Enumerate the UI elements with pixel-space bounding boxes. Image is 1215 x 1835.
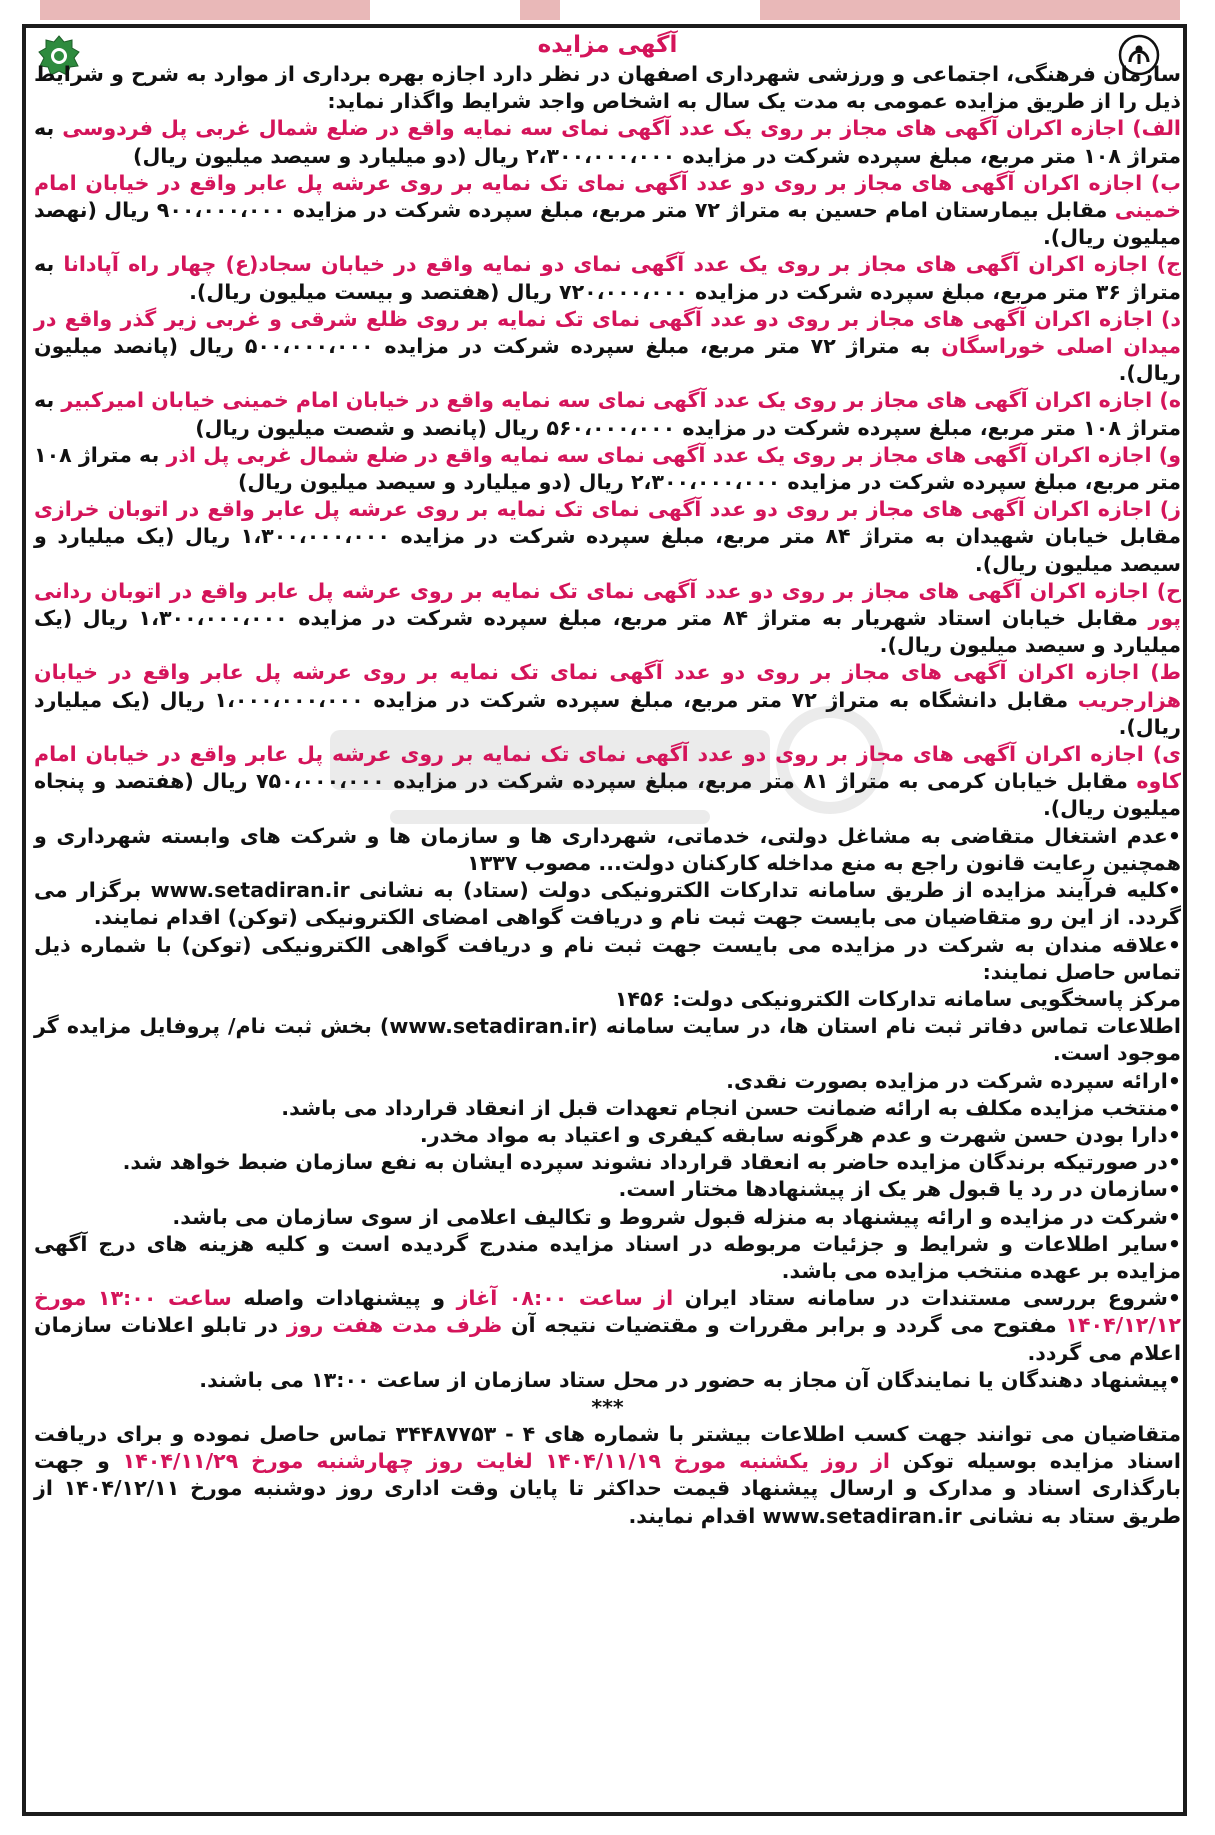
- list-item: [34, 741, 1181, 823]
- list-item: [34, 170, 1181, 252]
- list-item: [34, 578, 1181, 660]
- schedule-text: •شروع بررسی مستندات در سامانه ستاد ایران: [673, 1286, 1181, 1311]
- item-text: مقابل بیمارستان امام حسین به متراژ ۷۲ متر مربع، مبلغ سپرده شرکت در مزایده ۹۰۰،۰۰۰،۰۰۰ ریال (نهصد میلیون ریال).: [34, 198, 1181, 250]
- item-text: مقابل دانشگاه به متراژ ۷۲ متر مربع، مبلغ سپرده شرکت در مزایده ۱،۰۰۰،۰۰۰،۰۰۰ ریال (یک میلیارد ریال).: [34, 687, 1181, 739]
- condition-item: •منتخب مزایده مکلف به ارائه ضمانت حسن انجام تعهدات قبل از انعقاد قرارداد می باشد.: [281, 1095, 1181, 1120]
- item-highlight: و) اجازه اکران آگهی های مجاز بر روی یک عدد آگهی نمای سه نمایه واقع در ضلع شمال غربی پل اذر: [166, 442, 1181, 467]
- list-item: [34, 659, 1181, 741]
- top-strip: [0, 0, 1215, 20]
- item-text: به متراژ ۳۶ متر مربع، مبلغ سپرده شرکت در مزایده ۷۲۰،۰۰۰،۰۰۰ ریال (هفتصد و بیست میلیون ریال).: [34, 252, 1181, 304]
- list-item: [34, 442, 1181, 496]
- item-highlight: د) اجازه اکران آگهی های مجاز بر روی دو عدد آگهی نمای تک نمایه بر روی ظلع شرقی و غربی زیر گذر واقع در میدان اصلی خوراسگان: [34, 306, 1181, 359]
- list-item: [34, 387, 1181, 441]
- item-highlight: ه) اجازه اکران آگهی های مجاز بر روی یک عدد آگهی نمای سه نمایه واقع در خیابان امام خمینی خیابان امیرکبیر: [61, 388, 1181, 413]
- list-item: [34, 306, 1181, 388]
- document-period: از روز یکشنبه مورخ ۱۴۰۴/۱۱/۱۹ لغایت روز چهارشنبه مورخ ۱۴۰۴/۱۱/۲۹: [122, 1449, 890, 1474]
- schedule-paragraph: [34, 1285, 1181, 1367]
- attendance-note: •پیشنهاد دهندگان یا نمایندگان آن مجاز به حضور در محل ستاد سازمان از ساعت ۱۳:۰۰ می باشند.: [199, 1367, 1181, 1392]
- item-highlight: ی) اجازه اکران آگهی های مجاز بر روی دو عدد آگهی نمای تک نمایه بر روی عرشه پل عابر واقع در خیابان امام کاوه: [34, 742, 1181, 794]
- item-highlight: ط) اجازه اکران آگهی های مجاز بر روی دو عدد آگهی نمای تک نمایه بر روی عرشه پل عابر واقع در خیابان هزارجریب: [34, 660, 1181, 712]
- condition-item: •دارا بودن حسن شهرت و عدم هرگونه سابقه کیفری و اعتیاد به مواد مخدر.: [419, 1122, 1181, 1147]
- opening-datetime: ساعت ۱۳:۰۰ مورخ ۱۴۰۴/۱۲/۱۲: [34, 1286, 1181, 1338]
- item-highlight: ح) اجازه اکران آگهی های مجاز بر روی دو عدد آگهی نمای تک نمایه بر روی عرشه پل عابر واقع در اتوبان ردانی پور: [34, 578, 1181, 631]
- footer-paragraph: [34, 1421, 1181, 1530]
- result-period: ظرف مدت هفت روز: [286, 1313, 503, 1338]
- start-time: از ساعت ۰۸:۰۰ آغاز: [456, 1286, 674, 1311]
- item-highlight: ب) اجازه اکران آگهی های مجاز بر روی دو عدد آگهی نمای تک نمایه بر روی عرشه پل عابر واقع در خیابان امام خمینی: [34, 170, 1181, 223]
- footer-text: و جهت بارگذاری اسناد و مدارک و ارسال پیشنهاد قیمت حداکثر تا پایان وقت اداری روز دوشنبه مورخ ۱۴۰۴/۱۲/۱۱ از طریق ستاد به نشانی www.setadiran.ir اقدام نمایند.: [34, 1449, 1181, 1528]
- schedule-text: مفتوح می گردد و برابر مقررات و مقتضیات نتیجه آن: [502, 1313, 1066, 1338]
- intro-paragraph: سازمان فرهنگی، اجتماعی و ورزشی شهرداری اصفهان در نظر دارد اجازه بهره برداری از موارد به شرح و شرایط ذیل را از طریق مزایده عمومی به مدت یک سال به اشخاص واجد شرایط واگذار نماید:: [34, 62, 1181, 114]
- schedule-text: و پیشنهادات واصله: [231, 1286, 457, 1311]
- item-highlight: الف) اجازه اکران آگهی های مجاز بر روی یک عدد آگهی نمای سه نمایه واقع در ضلع شمال غربی پل فردوسی: [62, 116, 1181, 141]
- condition-item: •در صورتیکه برندگان مزایده حاضر به انعقاد قرارداد نشوند سپرده ایشان به نفع سازمان ضبط خواهد شد.: [122, 1150, 1181, 1175]
- item-text: به متراژ ۱۰۸ متر مربع، مبلغ سپرده شرکت در مزایده ۵۶۰،۰۰۰،۰۰۰ ریال (پانصد و شصت میلیون ریال): [34, 388, 1181, 440]
- list-item: [34, 251, 1181, 305]
- schedule-text: در تابلو اعلانات سازمان اعلام می گردد.: [34, 1313, 1181, 1365]
- ad-body: [34, 30, 1181, 1810]
- condition-item: •سازمان در رد یا قبول هر یک از پیشنهادها مختار است.: [618, 1177, 1181, 1202]
- item-text: به متراژ ۱۰۸ متر مربع، مبلغ سپرده شرکت در مزایده ۲،۳۰۰،۰۰۰،۰۰۰ ریال (دو میلیارد و سیصد میلیون ریال): [34, 442, 1181, 495]
- condition-item: •کلیه فرآیند مزایده از طریق سامانه تدارکات الکترونیکی دولت (ستاد) به نشانی www.setadiran.ir برگزار می گردد. از این رو متقاضیان می بایست جهت ثبت نام و دریافت گواهی امضای الکترونیکی (توکن) اقدام نمایند.: [34, 878, 1181, 930]
- item-text: مقابل خیابان استاد شهریار به متراژ ۸۴ متر مربع، مبلغ سپرده شرکت در مزایده ۱،۳۰۰،۰۰۰،۰۰۰ ریال (یک میلیارد و سیصد میلیون ریال).: [34, 606, 1181, 658]
- item-highlight: ز) اجازه اکران آگهی های مجاز بر روی دو عدد آگهی نمای تک نمایه بر روی عرشه پل عابر واقع در اتوبان خرازی: [34, 497, 1181, 522]
- condition-item: •عدم اشتغال متقاضی به مشاغل دولتی، خدماتی، شهرداری ها و سازمان ها و شرکت های وابسته شهرداری و همچنین رعایت قانون راجع به منع مداخله کارکنان دولت... مصوب ۱۳۳۷: [34, 823, 1181, 875]
- items-list: [34, 115, 1181, 822]
- condition-item: •شرکت در مزایده و ارائه پیشنهاد به منزله قبول شروط و تکالیف اعلامی از سوی سازمان می باشد.: [172, 1204, 1181, 1229]
- condition-item: •سایر اطلاعات و شرایط و جزئیات مربوطه در اسناد مزایده مندرج گردیده است و کلیه هزینه های درج آگهی مزایده بر عهده منتخب مزایده می باشد.: [34, 1231, 1181, 1283]
- item-text: به متراژ ۱۰۸ متر مربع، مبلغ سپرده شرکت در مزایده ۲،۳۰۰،۰۰۰،۰۰۰ ریال (دو میلیارد و سیصد میلیون ریال): [34, 116, 1181, 168]
- item-text: مقابل خیابان کرمی به متراژ ۸۱ متر مربع، مبلغ سپرده شرکت در مزایده ۷۵۰،۰۰۰،۰۰۰ ریال (هفتصد و پنجاه میلیون ریال).: [34, 769, 1181, 821]
- item-text: به متراژ ۷۲ متر مربع، مبلغ سپرده شرکت در مزایده ۵۰۰،۰۰۰،۰۰۰ ریال (پانصد میلیون ریال).: [34, 334, 1181, 386]
- support-center-line: مرکز پاسخگویی سامانه تدارکات الکترونیکی دولت: ۱۴۵۶: [614, 986, 1181, 1011]
- list-item: [34, 496, 1181, 578]
- page-title: آگهی مزایده: [537, 32, 678, 58]
- item-highlight: ج) اجازه اکران آگهی های مجاز بر روی یک عدد آگهی نمای دو نمایه واقع در خیابان سجاد(ع) چهار راه آپادانا: [63, 252, 1181, 277]
- separator: ***: [591, 1394, 624, 1419]
- footer-text: متقاضیان می توانند جهت کسب اطلاعات بیشتر با شماره های ۴ - ۳۴۴۸۷۷۵۳ تماس حاصل نموده و برای دریافت اسناد مزایده بوسیله توکن: [34, 1421, 1181, 1474]
- item-text: مقابل خیابان شهیدان به متراژ ۸۴ متر مربع، مبلغ سپرده شرکت در مزایده ۱،۳۰۰،۰۰۰،۰۰۰ ریال (یک میلیارد و سیصد میلیون ریال).: [34, 524, 1181, 576]
- condition-item: •ارائه سپرده شرکت در مزایده بصورت نقدی.: [726, 1068, 1181, 1093]
- list-item: [34, 115, 1181, 169]
- registration-info-line: اطلاعات تماس دفاتر ثبت نام استان ها، در سایت سامانه (www.setadiran.ir) بخش ثبت نام/ پروفایل مزایده گر موجود است.: [34, 1014, 1181, 1066]
- conditions-list: [34, 823, 1181, 1285]
- condition-item: •علاقه مندان به شرکت در مزایده می بایست جهت ثبت نام و دریافت گواهی الکترونیکی (توکن) با شماره ذیل تماس حاصل نمایند:: [34, 932, 1181, 984]
